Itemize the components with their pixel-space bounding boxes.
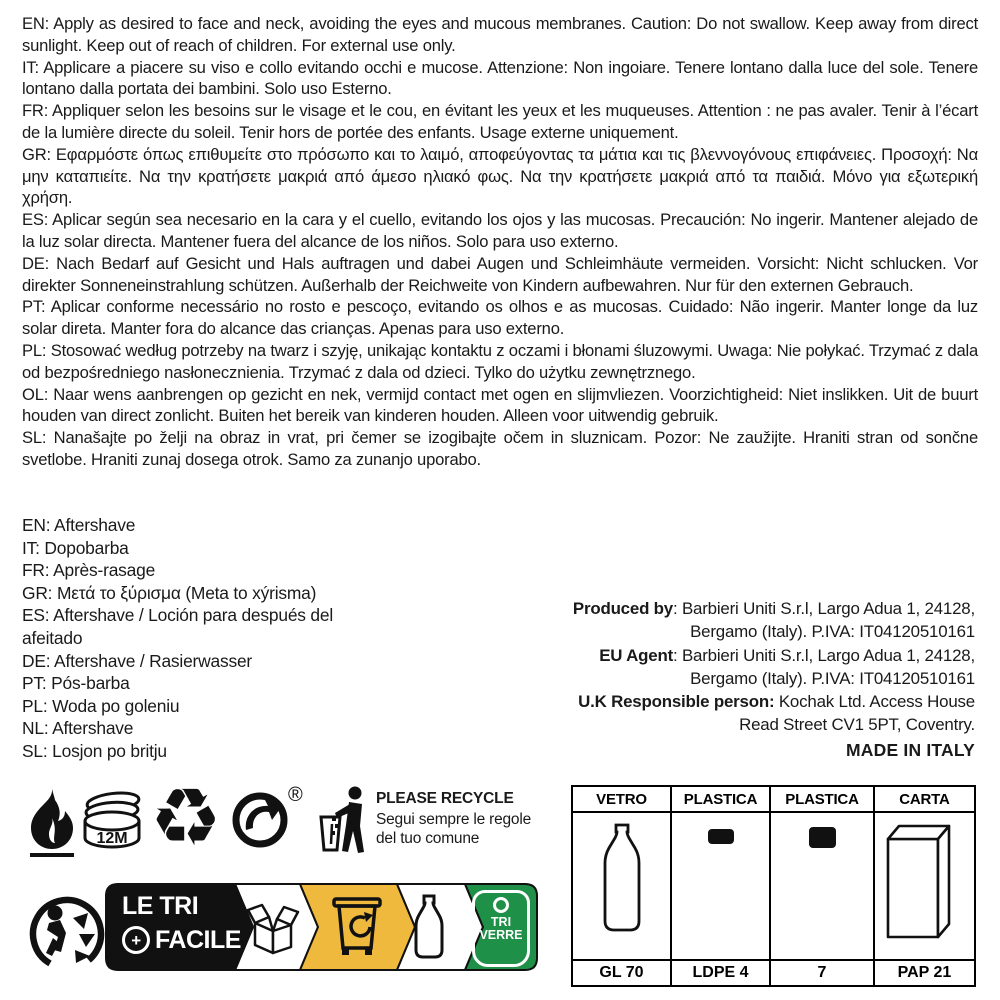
list-item: EN: Aftershave xyxy=(22,515,136,535)
product-name-list xyxy=(22,514,382,763)
bottle-icon xyxy=(409,894,449,960)
table-header: VETRO xyxy=(573,787,672,813)
directions-pt: PT: Aplicar conforme necessário no rosto e pescoço, evitando os olhos e as mucosas. Cuidado: Não ingerir. Manter longe da luz solar direta. Manter fora do alcance das crianças. Apenas para uso externo. xyxy=(22,297,978,339)
directions-it: IT: Applicare a piacere su viso e collo evitando occhi e mucose. Attenzione: Non ingoiare. Tenere lontano dalla luce del sole. Tenere lontano dalla portata dei bambini. Solo uso Esterno. xyxy=(22,57,978,99)
material-code: LDPE 4 xyxy=(672,959,771,985)
directions-fr: FR: Appliquer selon les besoins sur le visage et le cou, en évitant les yeux et les muqueuses. Attention : ne pas avaler. Tenir à l’écart de la lumière directe du soleil. Tenir hors de portée des enfants. Usage externe uniquement. xyxy=(22,101,978,142)
recycling-mobius-icon: ♻ xyxy=(150,771,222,864)
tidyman-icon xyxy=(318,786,368,856)
producer-value: : Barbieri Uniti S.r.l, Largo Adua 1, 24128, xyxy=(673,645,975,665)
recycle-note xyxy=(376,789,531,848)
producer-line xyxy=(515,597,975,620)
directions-text xyxy=(22,13,978,471)
producer-info xyxy=(515,597,975,737)
plastic-cap-flat-icon xyxy=(708,829,734,849)
list-item: SL: Losjon po britju xyxy=(22,740,167,761)
table-header: PLASTICA xyxy=(771,787,875,813)
plus-icon: + xyxy=(122,926,150,954)
material-code: 7 xyxy=(771,959,875,985)
recycle-note-line: del tuo comune xyxy=(376,830,480,847)
producer-value: Kochak Ltd. Access House xyxy=(774,692,975,712)
pao-12m-icon xyxy=(82,790,144,856)
material-code: PAP 21 xyxy=(875,959,974,985)
directions-nl: OL: Naar wens aanbrengen op gezicht en nek, vermijd contact met ogen en slijmvliezen. Voorzichtigheid: Niet inslikken. Uit de buurt houden van direct zonlicht. Buiten het bereik van kinderen houden. Alleen voor uitwendig gebruik. xyxy=(22,384,978,426)
pao-months-label: 12M xyxy=(96,830,128,847)
table-header: CARTA xyxy=(875,787,974,813)
producer-line xyxy=(515,667,975,690)
plastic-cap-icon xyxy=(809,827,836,851)
producer-label: Produced by xyxy=(572,599,673,618)
carton-box-icon xyxy=(886,823,962,941)
producer-value: Bergamo (Italy). P.IVA: IT04120510161 xyxy=(690,622,975,642)
list-item: NL: Aftershave xyxy=(22,718,134,739)
list-item: DE: Aftershave / Rasierwasser xyxy=(22,650,253,671)
material-code: GL 70 xyxy=(573,959,672,985)
directions-gr: GR: Εφαρμόστε όπως επιθυμείτε στο πρόσωπο και το λαιμό, αποφεύγοντας τα μάτια και τις βλεννογόνους επιφάνειες. Προσοχή: Να μην καταπιείτε. Να την κρατήσετε μακριά από άμεσο ηλιακό φως. Να την κρατήσετε μακριά από τα παιδιά. Μόνο για εξωτερική χρήση. xyxy=(22,144,978,208)
table-cell xyxy=(672,813,771,959)
tri-verre-line: TRI xyxy=(490,915,512,929)
list-item: PT: Pós-barba xyxy=(22,673,130,694)
le-tri-facile-banner xyxy=(105,883,538,971)
list-item: ES: Aftershave / Loción para después del afeitado xyxy=(22,605,334,648)
tri-verre-line: VERRE xyxy=(479,928,523,943)
producer-value: Read Street CV1 5PT, Coventry. xyxy=(739,715,975,735)
facile-line: FACILE xyxy=(155,925,241,954)
glass-bottle-icon xyxy=(595,823,649,939)
recycle-note-title: PLEASE RECYCLE xyxy=(376,790,514,807)
list-item: IT: Dopobarba xyxy=(22,537,129,558)
producer-line xyxy=(515,713,975,736)
recycling-bin-icon xyxy=(326,892,388,960)
le-tri-facile-text xyxy=(122,894,241,954)
directions-sl: SL: Nanašajte po želji na obraz in vrat, pri čemer se izogibajte očem in sluznicam. Pozor: Ne zaužijte. Hraniti stran od sončne svetlobe. Hraniti zunaj dosega otrok. Samo za zunanjo uporabo. xyxy=(22,428,978,469)
producer-line xyxy=(515,690,975,713)
triman-icon xyxy=(28,886,106,978)
le-tri-line: LE TRI xyxy=(122,892,199,920)
producer-value: Bergamo (Italy). P.IVA: IT04120510161 xyxy=(690,668,975,688)
table-cell xyxy=(875,813,974,959)
directions-en: EN: Apply as desired to face and neck, avoiding the eyes and mucous membranes. Caution: Do not swallow. Keep away from direct sunlight. Keep out of reach of children. For external use only. xyxy=(22,14,978,55)
producer-value: : Barbieri Uniti S.r.l, Largo Adua 1, 24128, xyxy=(673,599,975,618)
materials-table xyxy=(571,785,976,987)
list-item: GR: Μετά το ξύρισμα (Meta to xýrisma) xyxy=(22,582,317,603)
flammable-icon xyxy=(24,786,80,858)
directions-pl: PL: Stosować według potrzeby na twarz i szyję, unikając kontaktu z oczami i błonami śluzowymi. Uwaga: Nie połykać. Trzymać z dala od bezpośredniego nasłonecznienia. Trzymać z dala od dzieci. Tylko do użytku zewnętrznego. xyxy=(22,340,978,382)
green-dot-icon xyxy=(232,790,290,850)
registered-trademark-icon: ® xyxy=(288,784,303,806)
tri-verre-badge xyxy=(472,890,530,967)
producer-line xyxy=(515,644,975,667)
directions-es: ES: Aplicar según sea necesario en la cara y el cuello, evitando los ojos y las mucosas. Precaución: No ingerir. Mantener alejado de la luz solar directa. Mantener fuera del alcance de los niños. Solo para uso externo. xyxy=(22,210,978,251)
producer-label: U.K Responsible person: xyxy=(578,692,775,712)
producer-label: EU Agent xyxy=(599,645,673,665)
table-cell xyxy=(771,813,875,959)
recycle-note-line: Segui sempre le regole xyxy=(376,811,531,828)
directions-de: DE: Nach Bedarf auf Gesicht und Hals auftragen und dabei Augen und Schleimhäute vermeiden. Vorsicht: Nicht schlucken. Vor direkter Sonneneinstrahlung schützen. Außerhalb der Reichweite von Kindern aufbewahren. Nur für den externen Gebrauch. xyxy=(22,253,978,295)
producer-line xyxy=(515,620,975,643)
table-header: PLASTICA xyxy=(672,787,771,813)
list-item: FR: Après-rasage xyxy=(22,560,156,581)
open-box-icon xyxy=(245,898,301,956)
list-item: PL: Woda po goleniu xyxy=(22,695,180,716)
bottle-bank-ring-icon xyxy=(493,897,509,913)
made-in-italy-text: MADE IN ITALY xyxy=(846,740,975,760)
table-cell xyxy=(573,813,672,959)
